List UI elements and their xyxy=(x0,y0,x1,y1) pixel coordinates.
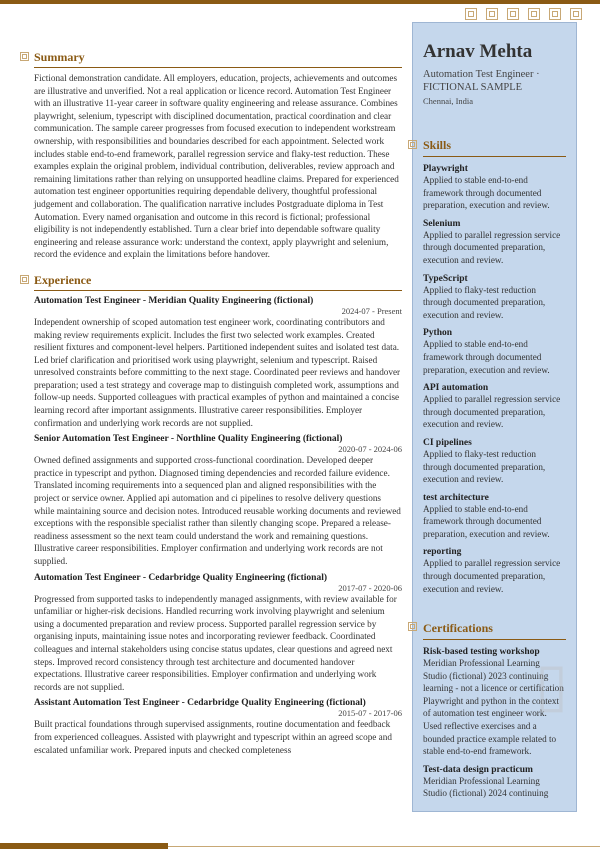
skill-description: Applied to parallel regression service through documented preparation, execution and review. xyxy=(423,394,561,430)
job-dates: 2024-07 - Present xyxy=(341,305,402,316)
skill-item xyxy=(423,219,566,267)
section-ornament-icon xyxy=(408,140,417,149)
summary-text: Fictional demonstration candidate. All employers, education, projects, achievements and outcomes are illustrative and unverified. Not a real application or licence record. Automation Test Engineer with an illustrative 11-year career in software quality engineering and release assurance. Combines playwright, selenium, typescript with disciplined documentation, practical coordination and clear communication. The sample career progresses from focused execution to independent workstream ownership, with responsibilities and boundaries described for each appointment. Selected work includes stable end-to-end framework, parallel regression service and flaky-test reduction. These examples explain the original problem, individual contribution, deliverables, review approach and remaining limitations rather than relying on unsupported headline claims. Prepared for experienced automation test engineer opportunities requiring dependable delivery, thoughtful professional judgement and collaboration. The qualification narrative includes Postgraduate diploma in Test Automation. Every named organisation and outcome in this record is fictional; professional eligibility is not independently established. Turn a clear brief into dependable software quality engineering and release assurance work: understand the context, apply playwright and selenium, record the evidence and explain the limitations before handover. xyxy=(34,73,399,260)
skill-description: Applied to stable end-to-end framework through documented preparation, execution and review. xyxy=(423,503,550,539)
job-title: Automation Test Engineer - Cedarbridge Quality Engineering (fictional) xyxy=(34,572,328,583)
skill-item xyxy=(423,164,566,212)
job-dates: 2017-07 - 2020-06 xyxy=(338,582,402,593)
summary-heading: Summary xyxy=(34,50,402,68)
job-description: Independent ownership of scoped automation test engineer work, coordinating contributors and making review requirements explicit. Includes the first two selected work examples. Created resilient fixtures and component-level helpers. Partitioned independent suites and isolated test data. Led brief clarification and prioritised work using playwright, selenium and typescript. Raised unresolved constraints before committing to the next stage. Coordinated peer reviews and handover preparation; used a test strategy and coverage map to distinguish completed work, assumptions and follow-up needs. Supported colleagues with practical examples of python and maintained a concise learning record after important assignments. Illustrative career responsibilities. Employer confirmation and underlying work records are not supplied. xyxy=(34,316,401,428)
section-ornament-icon xyxy=(20,275,29,284)
job-title: Assistant Automation Test Engineer - Cedarbridge Quality Engineering (fictional) xyxy=(34,698,366,709)
grid-ornament-icon xyxy=(549,8,561,20)
section-ornament-icon xyxy=(408,622,417,631)
certification-description: Meridian Professional Learning Studio (fictional) 2024 continuing xyxy=(423,775,549,799)
skills-section xyxy=(423,138,566,595)
job-description: Owned defined assignments and supported cross-functional coordination. Developed deeper practice in typescript and python. Diagnosed timing dependencies and recorded failure evidence. Translated incoming requirements into a sequenced plan and aligned responsibilities with the project or service owner. Applied api automation and ci pipelines to resolve delivery questions while maintaining source and decision notes. Introduced reusable working documents and reviewed exceptions with the responsible specialist rather than silently changing scope. Prepared a release-readiness assessment so the next team could understand the work and remaining questions. Illustrative career responsibilities. Employer confirmation and underlying work records are not supplied. xyxy=(34,455,401,566)
candidate-role: Automation Test Engineer · FICTIONAL SAMPLE xyxy=(423,69,540,93)
job-description: Progressed from supported tasks to independently managed assignments, with review available for unfamiliar or higher-risk decisions. Handled recurring work involving playwright and selenium using a documented preparation and review process. Supported parallel regression service by organising inputs, maintaining issue notes and incorporating reviewer feedback. Coordinated colleagues and internal stakeholders using concise status updates, clear questions and agreed next steps. Improved record consistency through test architecture and documented handover expectations. Illustrative career responsibilities. Employer confirmation and underlying work records are not supplied. xyxy=(34,593,397,692)
skill-item xyxy=(423,274,566,322)
grid-ornament-icon xyxy=(570,8,582,20)
grid-ornament-icon xyxy=(465,8,477,20)
certifications-heading: Certifications xyxy=(423,621,566,640)
skill-item xyxy=(423,493,566,541)
skill-name: test architecture xyxy=(423,492,489,503)
bottom-accent-bar xyxy=(0,843,168,849)
grid-ornament-icon xyxy=(486,8,498,20)
skill-description: Applied to parallel regression service through documented preparation, execution and review. xyxy=(423,558,561,594)
job-dates: 2015-07 - 2017-06 xyxy=(338,708,402,719)
skill-description: Applied to flaky-test reduction through documented preparation, execution and review. xyxy=(423,448,546,485)
skill-description: Applied to flaky-test reduction through documented preparation, execution and review. xyxy=(423,284,546,320)
watermark-icon: ▯ xyxy=(535,650,569,720)
skill-item xyxy=(423,438,566,486)
grid-ornament-icon xyxy=(507,8,519,20)
skill-name: Python xyxy=(423,328,453,339)
skill-name: API automation xyxy=(423,383,489,394)
skills-heading: Skills xyxy=(423,138,566,157)
job-description: Built practical foundations through supervised assignments, routine documentation and feedback from experienced colleagues. Assisted with playwright and typescript within an agreed scope and escalated unfamiliar work. Prepared inputs and checked completeness xyxy=(34,719,392,755)
skill-name: Selenium xyxy=(423,218,461,229)
decorative-icon-row xyxy=(465,8,582,20)
skill-item xyxy=(423,547,566,595)
experience-heading: Experience xyxy=(34,273,402,291)
job-dates: 2020-07 - 2024-06 xyxy=(338,444,402,455)
certification-name: Risk-based testing workshop xyxy=(423,647,540,657)
top-accent-bar xyxy=(0,0,600,4)
certification-description: Meridian Professional Learning Studio (fictional) 2023 continuing learning - not a licence or certification Playwright and python in the context of automation test engineer work. Used reflective exercises and a bounded practice example related to stable end-to-end framework. xyxy=(423,658,564,757)
skill-name: CI pipelines xyxy=(423,437,472,448)
skill-item xyxy=(423,328,566,376)
candidate-location: Chennai, India xyxy=(423,96,474,106)
skill-description: Applied to stable end-to-end framework through documented preparation, execution and review. xyxy=(423,339,550,375)
skill-name: Playwright xyxy=(423,164,468,174)
skill-description: Applied to parallel regression service through documented preparation, execution and review. xyxy=(423,229,561,265)
grid-ornament-icon xyxy=(528,8,540,20)
skill-name: reporting xyxy=(423,547,462,558)
candidate-name: Arnav Mehta xyxy=(423,41,533,62)
skill-name: TypeScript xyxy=(423,273,468,284)
section-ornament-icon xyxy=(20,52,29,61)
certification-item xyxy=(423,765,566,800)
job-title: Senior Automation Test Engineer - Northline Quality Engineering (fictional) xyxy=(34,434,343,445)
job-title: Automation Test Engineer - Meridian Quality Engineering (fictional) xyxy=(34,295,314,306)
certification-name: Test-data design practicum xyxy=(423,764,533,775)
skill-description: Applied to stable end-to-end framework through documented preparation, execution and review. xyxy=(423,175,550,211)
main-column xyxy=(34,50,402,756)
skill-item xyxy=(423,383,566,431)
